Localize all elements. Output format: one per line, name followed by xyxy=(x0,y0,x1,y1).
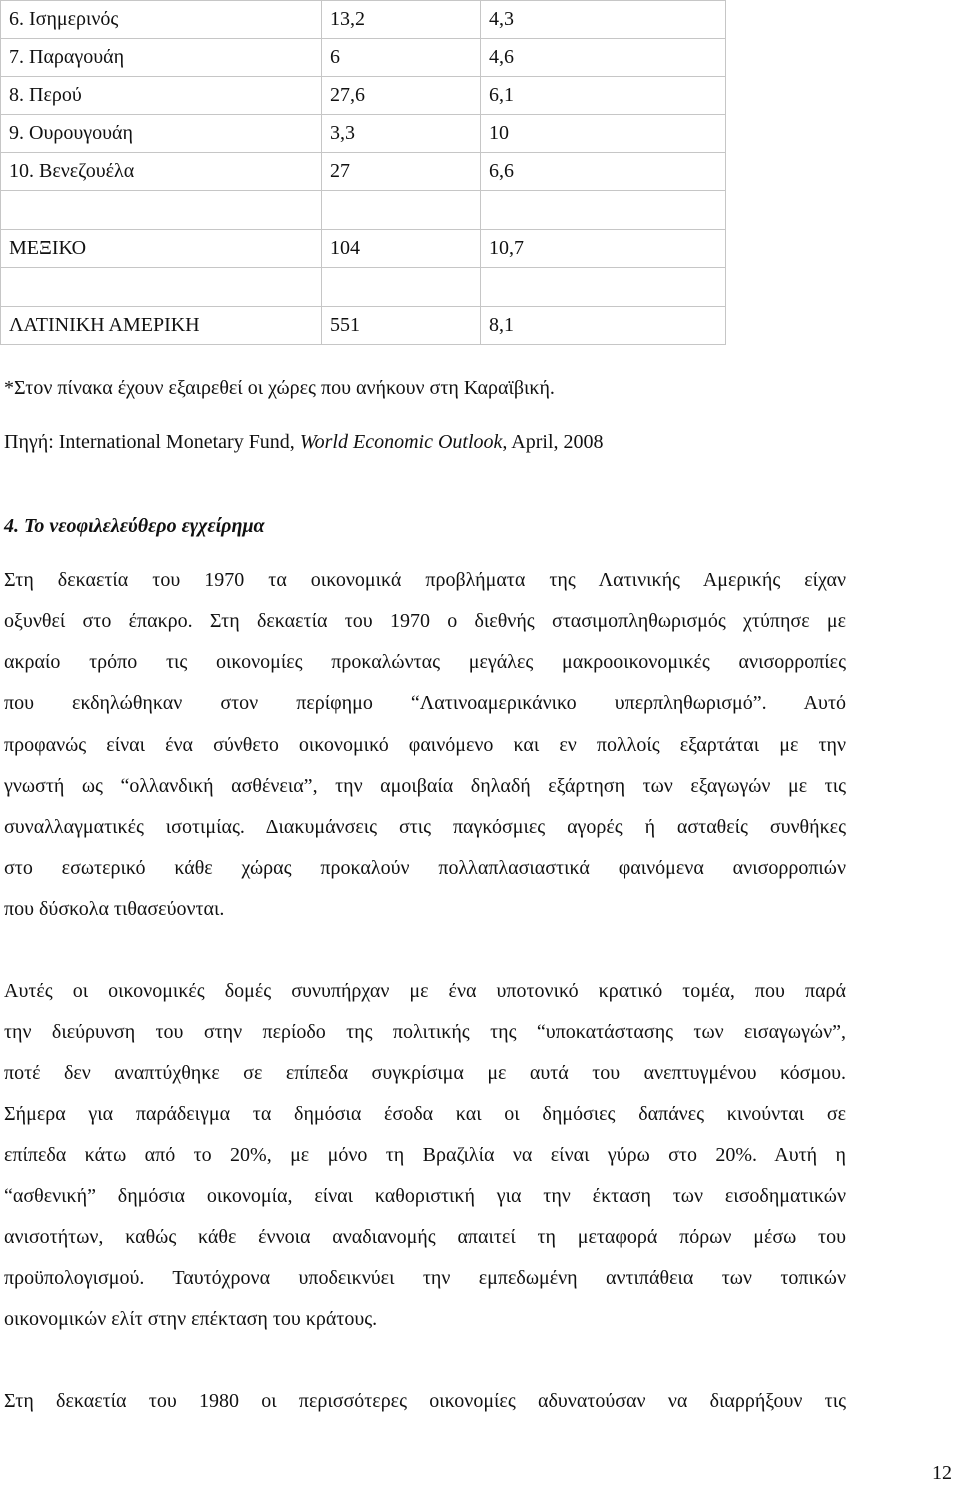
table-cell-value-1: 3,3 xyxy=(322,115,481,153)
table-cell-value-2 xyxy=(481,268,726,307)
table-cell-value-1: 13,2 xyxy=(322,1,481,39)
table-cell-value-2: 6,6 xyxy=(481,153,726,191)
table-cell-country: ΛΑΤΙΝΙΚΗ ΑΜΕΡΙΚΗ xyxy=(1,307,322,345)
table-cell-value-1: 27 xyxy=(322,153,481,191)
paragraph-line: “ασθενική” δημόσια οικονομία, είναι καθοριστική για την έκταση των εισοδηματικών xyxy=(4,1185,846,1207)
table-row-empty xyxy=(1,268,726,307)
page-number: 12 xyxy=(932,1462,952,1484)
paragraph-line: προφανώς είναι ένα σύνθετο οικονομικό φαινόμενο και εν πολλοίς εξαρτάται με την xyxy=(4,734,846,756)
table-cell-value-2: 4,6 xyxy=(481,39,726,77)
table-cell-value-1: 104 xyxy=(322,230,481,268)
paragraph-line: Αυτές οι οικονομικές δομές συνυπήρχαν με ένα υποτονικό κρατικό τομέα, που παρά xyxy=(4,980,846,1002)
table-note: *Στον πίνακα έχουν εξαιρεθεί οι χώρες που ανήκουν στη Καραϊβική. xyxy=(4,377,555,399)
paragraph-3-line: Στη δεκαετία του 1980 οι περισσότερες οικονομίες αδυνατούσαν να διαρρήξουν τις xyxy=(4,1390,846,1412)
table-cell-country: 9. Ουρουγουάη xyxy=(1,115,322,153)
paragraph-line: γνωστή ως “ολλανδική ασθένεια”, την αμοιβαία δηλαδή εξάρτηση των εξαγωγών με τις xyxy=(4,775,846,797)
table-row xyxy=(1,153,726,191)
table-cell-value-2 xyxy=(481,191,726,230)
table-cell-value-1 xyxy=(322,268,481,307)
table-row xyxy=(1,115,726,153)
section-heading: 4. Το νεοφιλελεύθερο εγχείρημα xyxy=(4,515,265,537)
paragraph-line: που εκδηλώθηκαν στον περίφημο “Λατινοαμερικάνικο υπερπληθωρισμό”. Αυτό xyxy=(4,692,846,714)
table-cell-value-2: 4,3 xyxy=(481,1,726,39)
table-cell-country: ΜΕΞΙΚΟ xyxy=(1,230,322,268)
table-cell-country: 7. Παραγουάη xyxy=(1,39,322,77)
paragraph-line: Σήμερα για παράδειγμα τα δημόσια έσοδα και οι δημόσιες δαπάνες κινούνται σε xyxy=(4,1103,846,1125)
table-row xyxy=(1,230,726,268)
table-cell-value-2: 6,1 xyxy=(481,77,726,115)
table-cell-country: 6. Ισημερινός xyxy=(1,1,322,39)
table-cell-country: 10. Βενεζουέλα xyxy=(1,153,322,191)
table-cell-country xyxy=(1,268,322,307)
table-row xyxy=(1,39,726,77)
source-citation xyxy=(4,431,604,454)
table-cell-country: 8. Περού xyxy=(1,77,322,115)
paragraph-line: επίπεδα κάτω από το 20%, με μόνο τη Βραζιλία να είναι γύρω στο 20%. Αυτή η xyxy=(4,1144,846,1166)
table-cell-value-1: 551 xyxy=(322,307,481,345)
paragraph-line: προϋπολογισμού. Ταυτόχρονα υποδεικνύει την εμπεδωμένη αντιπάθεια των τοπικών xyxy=(4,1267,846,1289)
table-row xyxy=(1,1,726,39)
paragraph-line: οξυνθεί στο έπακρο. Στη δεκαετία του 1970 ο διεθνής στασιμοπληθωρισμός χτύπησε με xyxy=(4,610,846,632)
table-row-empty xyxy=(1,191,726,230)
table-row xyxy=(1,307,726,345)
paragraph-line: Στη δεκαετία του 1970 τα οικονομικά προβλήματα της Λατινικής Αμερικής είχαν xyxy=(4,569,846,591)
paragraph-line-last: που δύσκολα τιθασεύονται. xyxy=(4,898,225,920)
paragraph-line: την διεύρυνση του στην περίοδο της πολιτικής της “υποκατάστασης των εισαγωγών”, xyxy=(4,1021,846,1043)
table-cell-value-1: 27,6 xyxy=(322,77,481,115)
table-cell-value-1: 6 xyxy=(322,39,481,77)
table-row xyxy=(1,77,726,115)
paragraph-line: συναλλαγματικές ισοτιμίας. Διακυμάνσεις στις παγκόσμιες αγορές ή ασταθείς συνθήκες xyxy=(4,816,846,838)
table-cell-country xyxy=(1,191,322,230)
paragraph-line-last: οικονομικών ελίτ στην επέκταση του κράτους. xyxy=(4,1308,378,1330)
paragraph-line: στο εσωτερικό κάθε χώρας προκαλούν πολλαπλασιαστικά φαινόμενα ανισορροπιών xyxy=(4,857,846,879)
source-publication: World Economic Outlook xyxy=(299,431,503,453)
table-cell-value-2: 10 xyxy=(481,115,726,153)
table-cell-value-2: 10,7 xyxy=(481,230,726,268)
table-cell-value-1 xyxy=(322,191,481,230)
table-cell-value-2: 8,1 xyxy=(481,307,726,345)
source-prefix: Πηγή: International Monetary Fund, xyxy=(4,431,300,453)
paragraph-line: ακραίο τρόπο τις οικονομίες προκαλώντας μεγάλες μακροοικονομικές ανισορροπίες xyxy=(4,651,846,673)
statistics-table xyxy=(0,0,726,345)
paragraph-line: ποτέ δεν αναπτύχθηκε σε επίπεδα συγκρίσιμα με αυτά του ανεπτυγμένου κόσμου. xyxy=(4,1062,846,1084)
paragraph-line: ανισοτήτων, καθώς κάθε έννοια αναδιανομής απαιτεί τη μεταφορά πόρων μέσω του xyxy=(4,1226,846,1248)
source-suffix: , April, 2008 xyxy=(502,431,604,453)
